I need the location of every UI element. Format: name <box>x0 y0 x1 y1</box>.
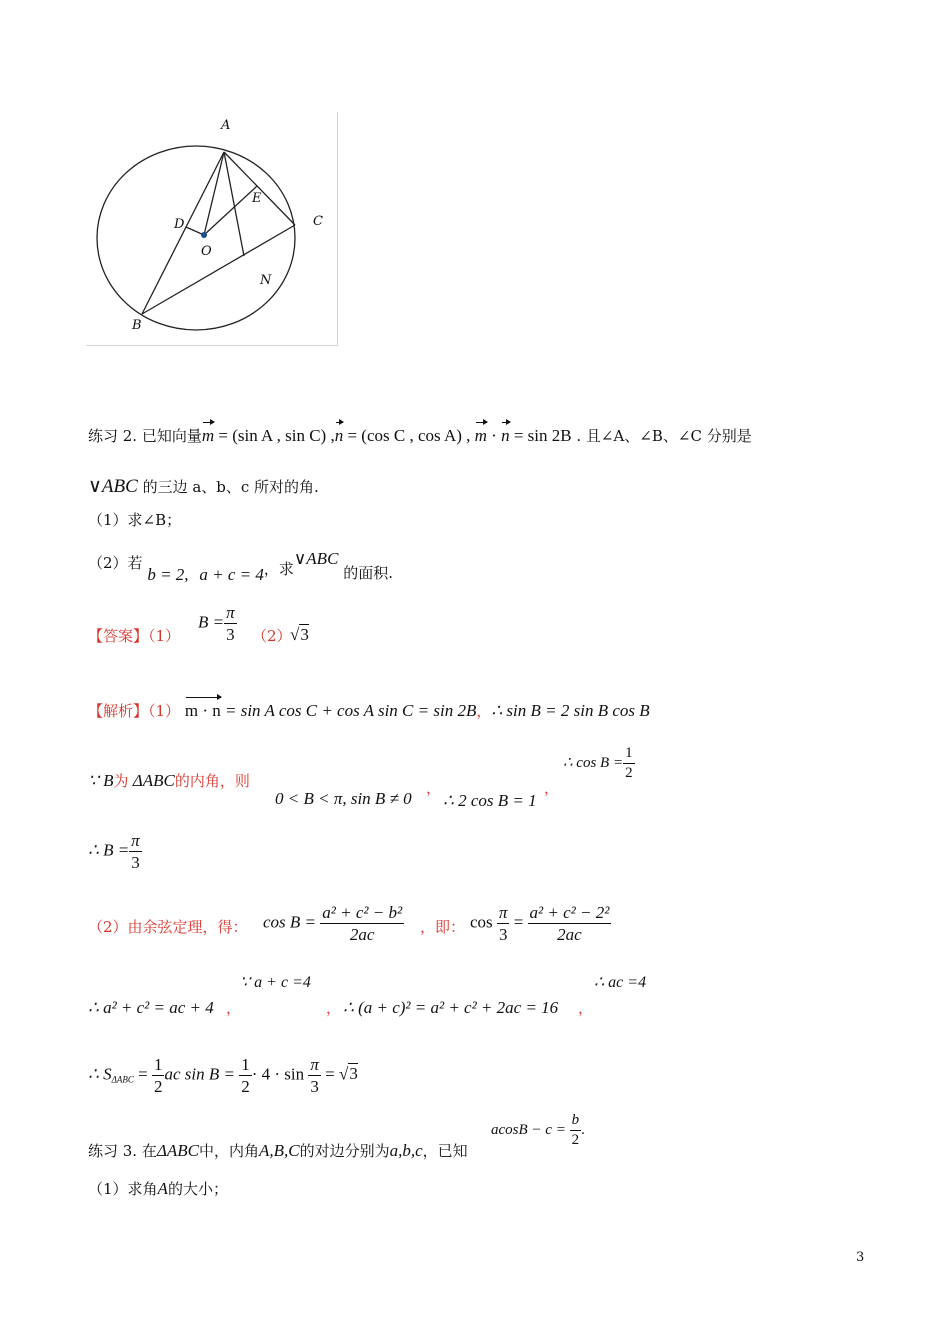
analysis-triangle: ΔABC <box>128 771 175 790</box>
ex3-line <box>88 1140 468 1162</box>
label-o: O <box>201 244 212 259</box>
area-one2: 1 <box>241 1055 250 1074</box>
ac-equals-4: ∴ ac =4 <box>594 974 647 991</box>
segment-ac <box>224 152 295 225</box>
comma-1: ， <box>426 779 442 797</box>
cos2-label: cos <box>470 912 493 932</box>
ex3-q1-pre: （1）求角 <box>88 1180 158 1198</box>
analysis-wei: 为 <box>113 774 129 790</box>
area-two: 2 <box>153 1077 163 1096</box>
label-a: A <box>221 118 231 133</box>
circle <box>97 146 295 330</box>
ex3-mid: 的对边分别为 <box>299 1142 390 1160</box>
sum-squares: ∴ a² + c² = ac + 4 <box>88 998 214 1017</box>
ex3-dot: . <box>581 1121 585 1138</box>
ex3-label: 练习 3. <box>88 1142 138 1160</box>
cos-numerator: a² + c² − b² <box>322 903 403 922</box>
vec-mn: m · n <box>184 701 221 720</box>
ex3-known: ，已知 <box>422 1142 468 1160</box>
ex3-q1-a: A <box>157 1179 168 1198</box>
segment-ao <box>204 152 224 235</box>
ex3-zai: 在 <box>141 1142 157 1160</box>
ex2-suffix: . 且∠A、∠B、∠C 分别是 <box>571 427 752 445</box>
cos2-three: 3 <box>498 925 508 944</box>
vector-m: m <box>201 426 215 445</box>
answer-sqrt3: √3 <box>290 625 309 644</box>
area-one: 1 <box>153 1055 163 1074</box>
part2-mid: ，即： <box>420 918 466 936</box>
answer-tag: 【答案】 <box>88 627 149 645</box>
q2-triangle: ∨ABC <box>293 549 339 568</box>
ex3-triangle: ΔABC <box>156 1141 199 1160</box>
sum-comma-3: ， <box>578 999 594 1017</box>
q2-mid: ，求 <box>263 560 294 578</box>
ex2-line2-text: 的三边 a、b、c 所对的角. <box>137 478 319 496</box>
ex3-q1-suf: 的大小； <box>167 1180 228 1198</box>
answer-pi: π <box>226 603 235 622</box>
area-pi: π <box>310 1055 319 1074</box>
area-sqrt3: 3 <box>349 1064 358 1084</box>
area-mid2: · 4 · sin <box>251 1064 305 1084</box>
vector-m-2: m <box>474 426 487 445</box>
ex2-line1 <box>88 425 752 447</box>
cosine-law-formula <box>263 904 404 943</box>
two-cos-b: ∴ 2 cos B = 1 <box>443 791 537 810</box>
area-sub: ΔABC <box>111 1074 134 1085</box>
page-number: 3 <box>856 1250 865 1265</box>
b-eq-three: 3 <box>131 853 140 872</box>
ex3-question-1 <box>88 1178 228 1200</box>
answer-line <box>88 626 180 646</box>
sum-comma-1: ， <box>226 999 242 1017</box>
cos-b-result <box>563 746 635 781</box>
q2-cond-b: b = 2, <box>147 565 189 584</box>
ex3-frac-b: b <box>570 1113 582 1131</box>
cosine-substituted <box>470 904 611 943</box>
answer-three: 3 <box>226 625 235 644</box>
cos2-pi: π <box>498 903 508 922</box>
sum-comma-2: ， <box>326 999 342 1017</box>
segment-oe <box>204 186 257 235</box>
geometry-diagram <box>86 112 338 346</box>
comma-2: ， <box>544 779 560 797</box>
answer-p2-label: （2） <box>252 627 292 645</box>
area-formula: ∴ $S_{\Delta ABC}$ = $\frac{1}{2}$ ac sin B = $\frac{1}{2}$ · 4 · sin $\frac{\pi}{3}$ = √3 <box>88 1055 358 1096</box>
b-equals-pi-over-3 <box>88 832 142 871</box>
label-d: D <box>174 217 185 232</box>
ex2-line2 <box>88 476 319 498</box>
ex3-zhong: 中，内角 <box>198 1142 259 1160</box>
angle-range: 0 < B < π, sin B ≠ 0 <box>275 789 412 808</box>
cos-b-lhs: ∴ cos B = <box>563 754 624 771</box>
analysis-inner-angle: 的内角，则 <box>174 774 250 790</box>
cos-lhs: cos B = <box>263 912 317 932</box>
q2-suffix: 的面积. <box>338 564 393 582</box>
because-a-plus-c: ∵ a + c =4 <box>240 974 311 991</box>
analysis-l1-eq: = sin A cos C + cos A sin C = sin 2B <box>220 701 477 720</box>
b-eq-pi: π <box>131 831 140 850</box>
label-b: B <box>132 318 142 333</box>
area-three: 3 <box>310 1077 319 1096</box>
analysis-l1-comma: ， <box>476 702 492 720</box>
cos2-eq: = <box>509 912 524 932</box>
answer-p1: （1） <box>148 627 181 645</box>
frac-two: 2 <box>625 765 633 781</box>
ex3-frac-two: 2 <box>571 1132 580 1148</box>
label-c: C <box>313 214 323 229</box>
answer-b-lhs: B = <box>198 612 225 632</box>
area-eq1: = <box>133 1064 148 1084</box>
area-eq2: = <box>320 1064 335 1084</box>
triangle-abc: ∨ABC <box>88 476 138 497</box>
analysis-tag: 【解析】 <box>88 702 149 720</box>
ex2-prefix: 练习 2. 已知向量 <box>88 427 202 445</box>
area-two2: 2 <box>241 1077 250 1096</box>
answer-p2 <box>252 626 292 646</box>
ex3-sides: a,b,c <box>389 1141 423 1160</box>
analysis-p1: （1） <box>148 702 181 720</box>
answer-sqrt3-radicand: 3 <box>300 625 309 644</box>
area-mid: ac sin B = <box>164 1064 235 1084</box>
b-eq-lhs: ∴ B = <box>88 840 130 860</box>
vector-n: n <box>334 426 344 445</box>
cos2-numerator: a² + c² − 2² <box>529 903 610 922</box>
dot-product-eq: = sin 2B <box>509 426 572 445</box>
analysis-line2-because <box>88 770 250 792</box>
q2-cond-ac: a + c = 4 <box>199 565 264 584</box>
vector-m-value: = (sin A , sin C) , <box>214 426 335 445</box>
dot-op: · <box>486 426 502 445</box>
segment-an <box>224 152 244 256</box>
ex3-formula: acosB − c = <box>491 1121 566 1138</box>
center-point <box>201 232 207 238</box>
analysis-line1 <box>88 700 650 722</box>
frac-one: 1 <box>623 746 635 764</box>
analysis-l1-result: ∴ sin B = 2 sin B cos B <box>491 701 650 720</box>
because-b: ∵ B <box>88 771 114 790</box>
ex3-angles: A,B,C <box>259 1141 300 1160</box>
ex2-question-1: （1）求∠B； <box>88 511 182 529</box>
ex3-condition <box>491 1113 585 1148</box>
area-s: ∴ S <box>88 1064 112 1084</box>
q2-prefix: （2）若 <box>88 554 143 572</box>
ex2-question-2 <box>88 549 393 584</box>
label-e: E <box>252 191 262 206</box>
part2-label: （2）由余弦定理，得： <box>88 918 248 936</box>
vector-n-value: = (cos C , cos A) , <box>343 426 471 445</box>
vector-n-2: n <box>501 426 510 445</box>
cos-denominator: 2ac <box>349 925 375 944</box>
square-expansion: ∴ (a + c)² = a² + c² + 2ac = 16 <box>343 998 559 1017</box>
answer-b-value <box>198 604 237 643</box>
cos2-denominator: 2ac <box>557 925 582 944</box>
label-n: N <box>260 273 272 288</box>
